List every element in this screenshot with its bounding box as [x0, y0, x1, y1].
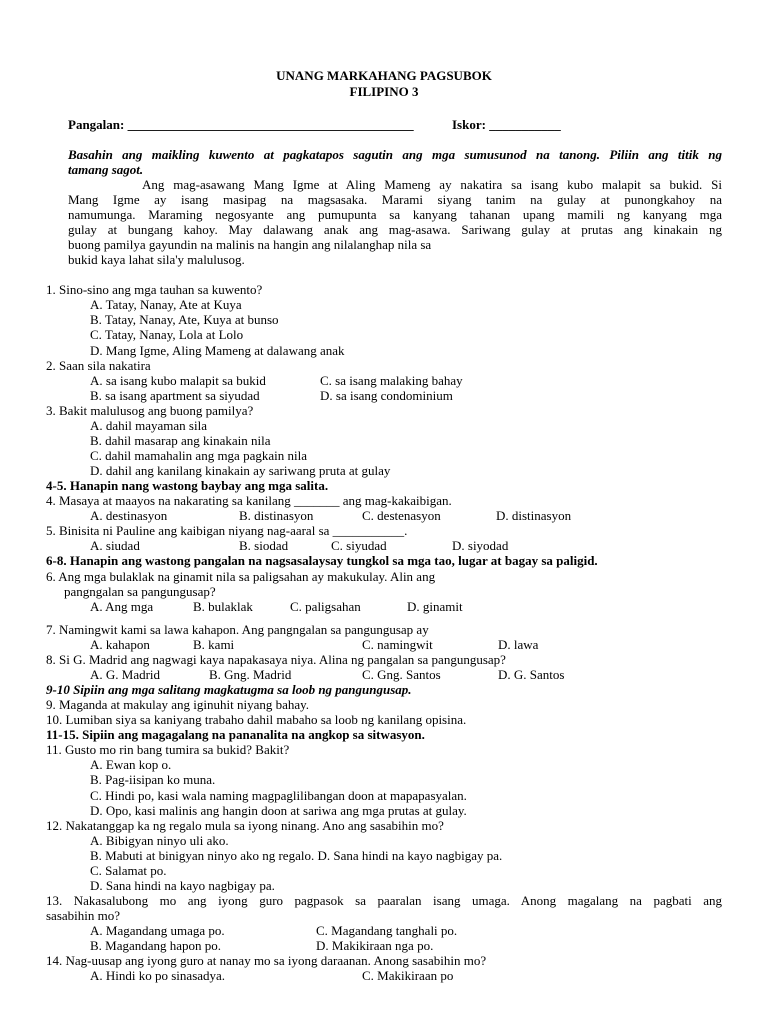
exam-subject: FILIPINO 3: [349, 84, 419, 99]
q4-choice-d: D. distinasyon: [496, 508, 572, 523]
q8-choice-a: A. G. Madrid: [90, 667, 161, 682]
q7-choice-c: C. namingwit: [362, 637, 433, 652]
q2-choice-c: C. sa isang malaking bahay: [320, 373, 463, 388]
question-13-continued: sasabihin mo?: [46, 908, 121, 923]
q11-choice-a: A. Ewan kop o.: [90, 757, 172, 772]
question-8: 8. Si G. Madrid ang nagwagi kaya napakasaya niya. Alina ng pangalan sa pangungusap?: [46, 652, 506, 667]
question-5: 5. Binisita ni Pauline ang kaibigan niyang nag-aaral sa ___________.: [46, 523, 408, 538]
q13-choice-d: D. Makikiraan nga po.: [316, 938, 434, 953]
question-3: 3. Bakit malulusog ang buong pamilya?: [46, 403, 254, 418]
q3-choice-a: A. dahil mayaman sila: [90, 418, 207, 433]
section-heading-4-5: 4-5. Hanapin nang wastong baybay ang mga salita.: [46, 478, 329, 493]
q13-choice-a: A. Magandang umaga po.: [90, 923, 225, 938]
q5-choice-b: B. siodad: [239, 538, 289, 553]
question-2: 2. Saan sila nakatira: [46, 358, 151, 373]
story-line-5: buong pamilya gayundin na malinis na hangin ang nilalanghap nila sa: [68, 237, 432, 252]
question-12: 12. Nakatanggap ka ng regalo mula sa iyong ninang. Ano ang sasabihin mo?: [46, 818, 444, 833]
q5-choice-d: D. siyodad: [452, 538, 509, 553]
story-line-4: gulay at bungang kahoy. May dalawang anak ang mag-asawa. Sariwang gulay at prutas ang kinakain ng: [68, 222, 722, 237]
q6-choice-d: D. ginamit: [407, 599, 463, 614]
q2-choice-b: B. sa isang apartment sa siyudad: [90, 388, 260, 403]
q11-choice-b: B. Pag-iisipan ko muna.: [90, 772, 216, 787]
q5-choice-c: C. siyudad: [331, 538, 387, 553]
q4-choice-c: C. destenasyon: [362, 508, 441, 523]
exam-title: UNANG MARKAHANG PAGSUBOK: [276, 68, 492, 83]
story-line-1: Ang mag-asawang Mang Igme at Aling Mameng ay nakatira sa isang kubo malapit sa bukid. Si: [142, 177, 722, 192]
q3-choice-d: D. dahil ang kanilang kinakain ay sariwang pruta at gulay: [90, 463, 391, 478]
question-9: 9. Maganda at makulay ang iginuhit niyang bahay.: [46, 697, 310, 712]
q12-choice-c: C. Salamat po.: [90, 863, 167, 878]
question-6: 6. Ang mga bulaklak na ginamit nila sa paligsahan ay makukulay. Alin ang: [46, 569, 436, 584]
question-1: 1. Sino-sino ang mga tauhan sa kuwento?: [46, 282, 263, 297]
section-heading-6-8: 6-8. Hanapin ang wastong pangalan na nagsasalaysay tungkol sa mga tao, lugar at bagay sa paligid.: [46, 553, 598, 568]
q13-choice-c: C. Magandang tanghali po.: [316, 923, 458, 938]
q12-choice-d: D. Sana hindi na kayo nagbigay pa.: [90, 878, 275, 893]
question-6-continued: pangngalan sa pangungusap?: [64, 584, 216, 599]
q6-choice-c: C. paligsahan: [290, 599, 361, 614]
q7-choice-d: D. lawa: [498, 637, 539, 652]
score-field: Iskor: ___________: [452, 117, 561, 132]
q7-choice-a: A. kahapon: [90, 637, 150, 652]
q8-choice-c: C. Gng. Santos: [362, 667, 441, 682]
q5-choice-a: A. siudad: [90, 538, 140, 553]
q2-choice-d: D. sa isang condominium: [320, 388, 453, 403]
q1-choice-d: D. Mang Igme, Aling Mameng at dalawang anak: [90, 343, 345, 358]
question-13: 13. Nakasalubong mo ang iyong guro pagpasok sa paaralan isang umaga. Anong magalang na pagbati ang: [46, 893, 722, 908]
question-14: 14. Nag-uusap ang iyong guro at nanay mo sa iyong daraanan. Anong sasabihin mo?: [46, 953, 487, 968]
q6-choice-a: A. Ang mga: [90, 599, 154, 614]
question-10: 10. Lumiban siya sa kaniyang trabaho dahil mabaho sa loob ng kanilang opisina.: [46, 712, 467, 727]
q11-choice-c: C. Hindi po, kasi wala naming magpaglilibangan doon at mapapasyalan.: [90, 788, 467, 803]
question-11: 11. Gusto mo rin bang tumira sa bukid? Bakit?: [46, 742, 290, 757]
q8-choice-b: B. Gng. Madrid: [209, 667, 292, 682]
question-7: 7. Namingwit kami sa lawa kahapon. Ang pangngalan sa pangungusap ay: [46, 622, 429, 637]
q13-choice-b: B. Magandang hapon po.: [90, 938, 222, 953]
story-line-6: bukid kaya lahat sila'y malulusog.: [68, 252, 245, 267]
q8-choice-d: D. G. Santos: [498, 667, 565, 682]
q7-choice-b: B. kami: [193, 637, 235, 652]
q1-choice-c: C. Tatay, Nanay, Lola at Lolo: [90, 327, 244, 342]
q12-choice-b: B. Mabuti at binigyan ninyo ako ng regalo. D. Sana hindi na kayo nagbigay pa.: [90, 848, 503, 863]
q6-choice-b: B. bulaklak: [193, 599, 253, 614]
q3-choice-c: C. dahil mamahalin ang mga pagkain nila: [90, 448, 307, 463]
q2-choice-a: A. sa isang kubo malapit sa bukid: [90, 373, 266, 388]
q12-choice-a: A. Bibigyan ninyo uli ako.: [90, 833, 229, 848]
name-field: Pangalan: ____________________________________________: [68, 117, 414, 132]
q14-choice-c: C. Makikiraan po: [362, 968, 454, 983]
q11-choice-d: D. Opo, kasi malinis ang hangin doon at sariwa ang mga prutas at gulay.: [90, 803, 467, 818]
q14-choice-a: A. Hindi ko po sinasadya.: [90, 968, 226, 983]
question-4: 4. Masaya at maayos na nakarating sa kanilang _______ ang mag-kakaibigan.: [46, 493, 452, 508]
story-line-3: namumunga. Maraming negosyante ang pumupunta sa kanyang tahanan upang mamili ng kanyang mga: [68, 207, 722, 222]
section-heading-9-10: 9-10 Sipiin ang mga salitang magkatugma sa loob ng pangungusap.: [46, 682, 412, 697]
story-line-2: Mang Igme ay isang masipag na magsasaka. Marami siyang tanim na gulay at punongkahoy na: [68, 192, 722, 207]
q1-choice-a: A. Tatay, Nanay, Ate at Kuya: [90, 297, 242, 312]
q1-choice-b: B. Tatay, Nanay, Ate, Kuya at bunso: [90, 312, 279, 327]
instructions-line-1: Basahin ang maikling kuwento at pagkatapos sagutin ang mga sumusunod na tanong. Piliin ang titik ng: [68, 147, 722, 162]
q4-choice-b: B. distinasyon: [239, 508, 314, 523]
section-heading-11-15: 11-15. Sipiin ang magagalang na pananalita na angkop sa sitwasyon.: [46, 727, 425, 742]
instructions-line-2: tamang sagot.: [68, 162, 144, 177]
q4-choice-a: A. destinasyon: [90, 508, 168, 523]
q3-choice-b: B. dahil masarap ang kinakain nila: [90, 433, 271, 448]
